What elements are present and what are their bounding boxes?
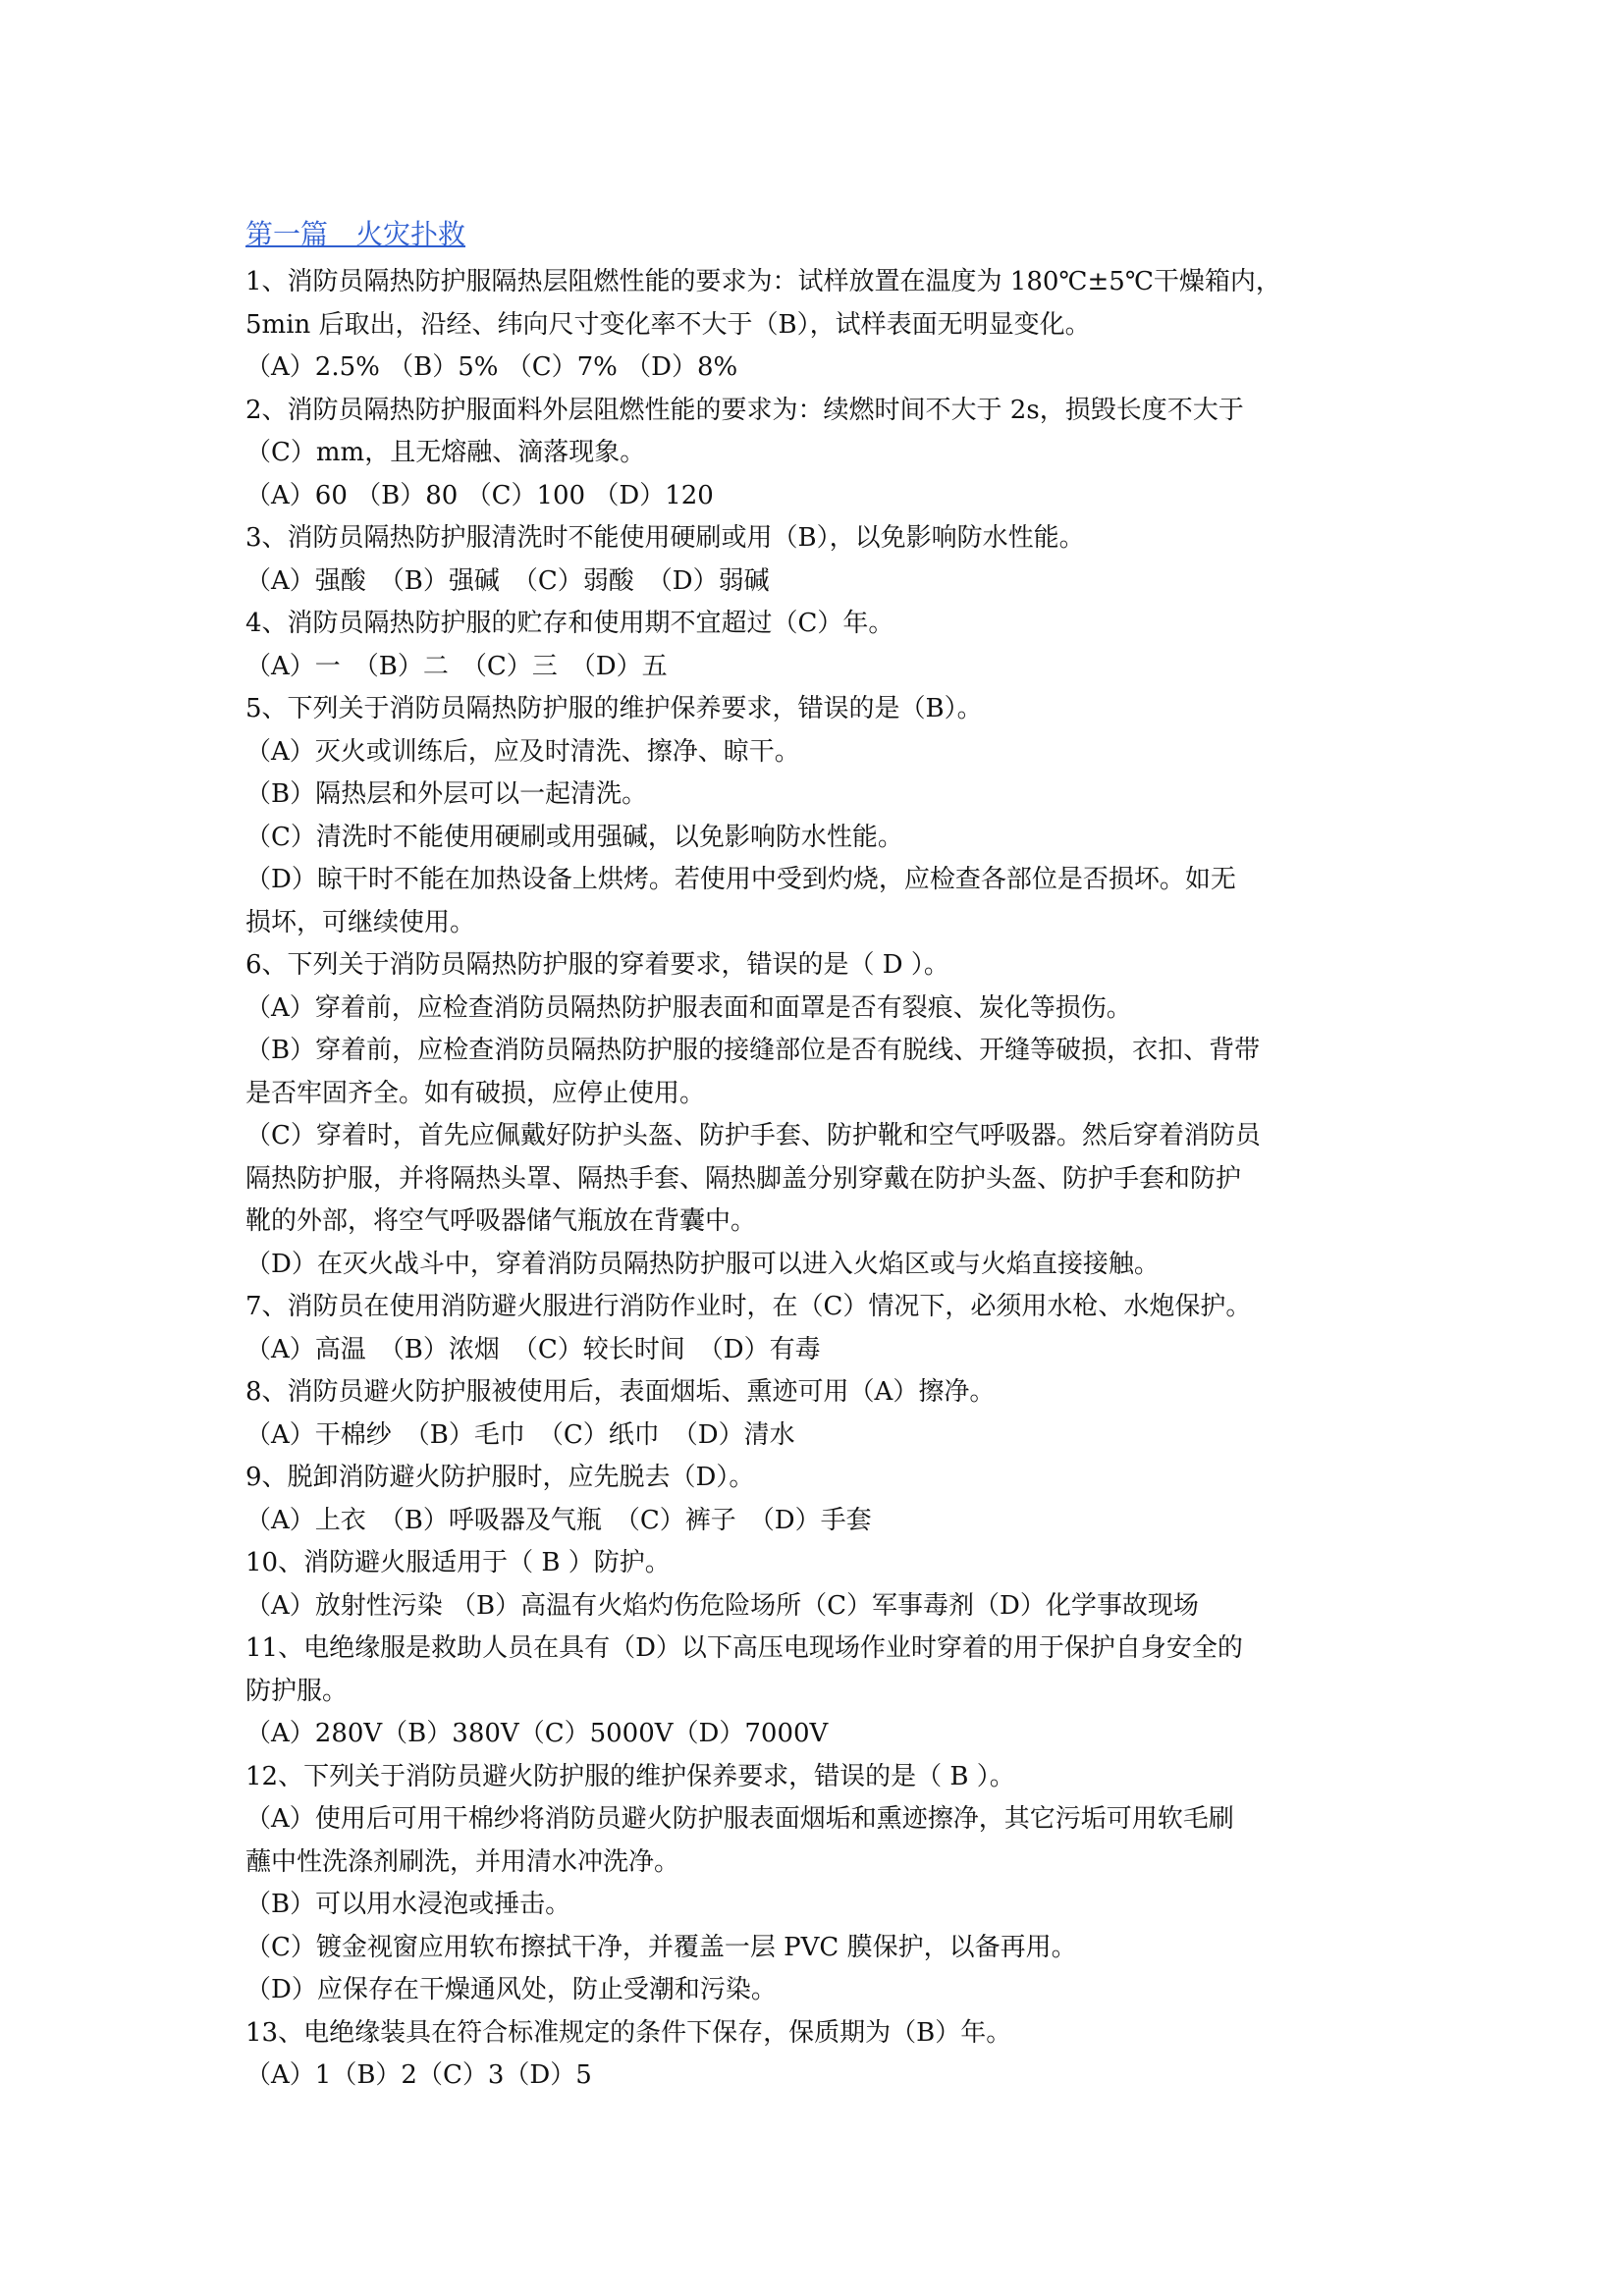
text-line: （C）清洗时不能使用硬刷或用强碱，以免影响防水性能。 bbox=[245, 822, 903, 852]
text-line: （A）2.5% （B）5% （C）7% （D）8% bbox=[245, 352, 738, 382]
text-line: 9、脱卸消防避火防护服时，应先脱去（D）。 bbox=[245, 1463, 755, 1492]
text-line: （B）可以用水浸泡或捶击。 bbox=[245, 1890, 571, 1919]
text-line: （C）mm，且无熔融、滴落现象。 bbox=[245, 438, 646, 467]
text-line: 6、下列关于消防员隔热防护服的穿着要求，错误的是（ D ）。 bbox=[245, 950, 949, 980]
text-line: 蘸中性洗涤剂刷洗，并用清水冲洗净。 bbox=[245, 1846, 680, 1877]
text-line: （A）穿着前，应检查消防员隔热防护服表面和面罩是否有裂痕、炭化等损伤。 bbox=[245, 992, 1132, 1023]
text-line: 13、电绝缘装具在符合标准规定的条件下保存，保质期为（B）年。 bbox=[245, 2017, 1012, 2048]
text-line: （A）放射性污染 （B）高温有火焰灼伤危险场所（C）军事毒剂（D）化学事故现场 bbox=[245, 1590, 1199, 1621]
text-line: （A）强酸 （B）强碱 （C）弱酸 （D）弱碱 bbox=[245, 565, 770, 596]
text-line: （A）上衣 （B）呼吸器及气瓶 （C）裤子 （D）手套 bbox=[245, 1505, 872, 1535]
text-line: 8、消防员避火防护服被使用后，表面烟垢、熏迹可用（A）擦净。 bbox=[245, 1377, 996, 1407]
text-line: （A）60 （B）80 （C）100 （D）120 bbox=[245, 480, 714, 510]
text-line: 1、消防员隔热防护服隔热层阻燃性能的要求为：试样放置在温度为 180℃±5℃干燥箱内， bbox=[245, 267, 1281, 296]
text-line: 5min 后取出，沿经、纬向尺寸变化率不大于（B），试样表面无明显变化。 bbox=[245, 309, 1091, 340]
text-line: 损坏，可继续使用。 bbox=[245, 907, 476, 937]
text-line: （C）镀金视窗应用软布擦拭干净，并覆盖一层 PVC 膜保护，以备再用。 bbox=[245, 1932, 1077, 1962]
text-line: （A）一 （B）二 （C）三 （D）五 bbox=[245, 651, 668, 681]
text-line: 7、消防员在使用消防避火服进行消防作业时，在（C）情况下，必须用水枪、水炮保护。 bbox=[245, 1292, 1252, 1321]
text-line: （B）隔热层和外层可以一起清洗。 bbox=[245, 779, 648, 809]
text-line: 11、电绝缘服是救助人员在具有（D）以下高压电现场作业时穿着的用于保护自身安全的 bbox=[245, 1633, 1243, 1663]
text-line: 防护服。 bbox=[245, 1676, 349, 1706]
text-line: （A）使用后可用干棉纱将消防员避火防护服表面烟垢和熏迹擦净，其它污垢可用软毛刷 bbox=[245, 1804, 1234, 1834]
text-line: （B）穿着前，应检查消防员隔热防护服的接缝部位是否有脱线、开缝等破损，衣扣、背带 bbox=[245, 1036, 1261, 1065]
text-line: （A）1（B）2（C）3（D）5 bbox=[245, 2060, 592, 2090]
text-line: 3、消防员隔热防护服清洗时不能使用硬刷或用（B），以免影响防水性能。 bbox=[245, 523, 1085, 553]
text-line: 4、消防员隔热防护服的贮存和使用期不宜超过（C）年。 bbox=[245, 609, 894, 638]
document-page bbox=[245, 208, 1394, 2098]
text-line: （A）灭火或训练后，应及时清洗、擦净、晾干。 bbox=[245, 736, 800, 767]
text-line: （D）在灭火战斗中，穿着消防员隔热防护服可以进入火焰区或与火焰直接接触。 bbox=[245, 1249, 1160, 1279]
text-line: 隔热防护服，并将隔热头罩、隔热手套、隔热脚盖分别穿戴在防护头盔、防护手套和防护 bbox=[245, 1163, 1242, 1194]
text-line: 12、下列关于消防员避火防护服的维护保养要求，错误的是（ B ）。 bbox=[245, 1761, 1015, 1791]
text-line: 5、下列关于消防员隔热防护服的维护保养要求，错误的是（B）。 bbox=[245, 694, 983, 723]
text-line: 2、消防员隔热防护服面料外层阻燃性能的要求为：续燃时间不大于 2s，损毁长度不大于 bbox=[245, 395, 1244, 425]
question-list bbox=[245, 261, 1394, 2098]
text-line: （A）高温 （B）浓烟 （C）较长时间 （D）有毒 bbox=[245, 1334, 821, 1364]
text-line: （D）应保存在干燥通风处，防止受潮和污染。 bbox=[245, 1975, 777, 2004]
text-line: 靴的外部，将空气呼吸器储气瓶放在背囊中。 bbox=[245, 1206, 757, 1236]
text-line: 10、消防避火服适用于（ B ）防护。 bbox=[245, 1548, 671, 1577]
text-line: （A）280V（B）380V（C）5000V（D）7000V bbox=[245, 1719, 829, 1748]
section-title-link[interactable]: 第一篇 火灾扑救 bbox=[245, 218, 466, 250]
text-line: （C）穿着时，首先应佩戴好防护头盔、防护手套、防护靴和空气呼吸器。然后穿着消防员 bbox=[245, 1121, 1261, 1150]
text-line: （D）晾干时不能在加热设备上烘烤。若使用中受到灼烧，应检查各部位是否损坏。如无 bbox=[245, 865, 1236, 894]
text-line: 是否牢固齐全。如有破损，应停止使用。 bbox=[245, 1078, 706, 1108]
text-line: （A）干棉纱 （B）毛巾 （C）纸巾 （D）清水 bbox=[245, 1419, 795, 1450]
